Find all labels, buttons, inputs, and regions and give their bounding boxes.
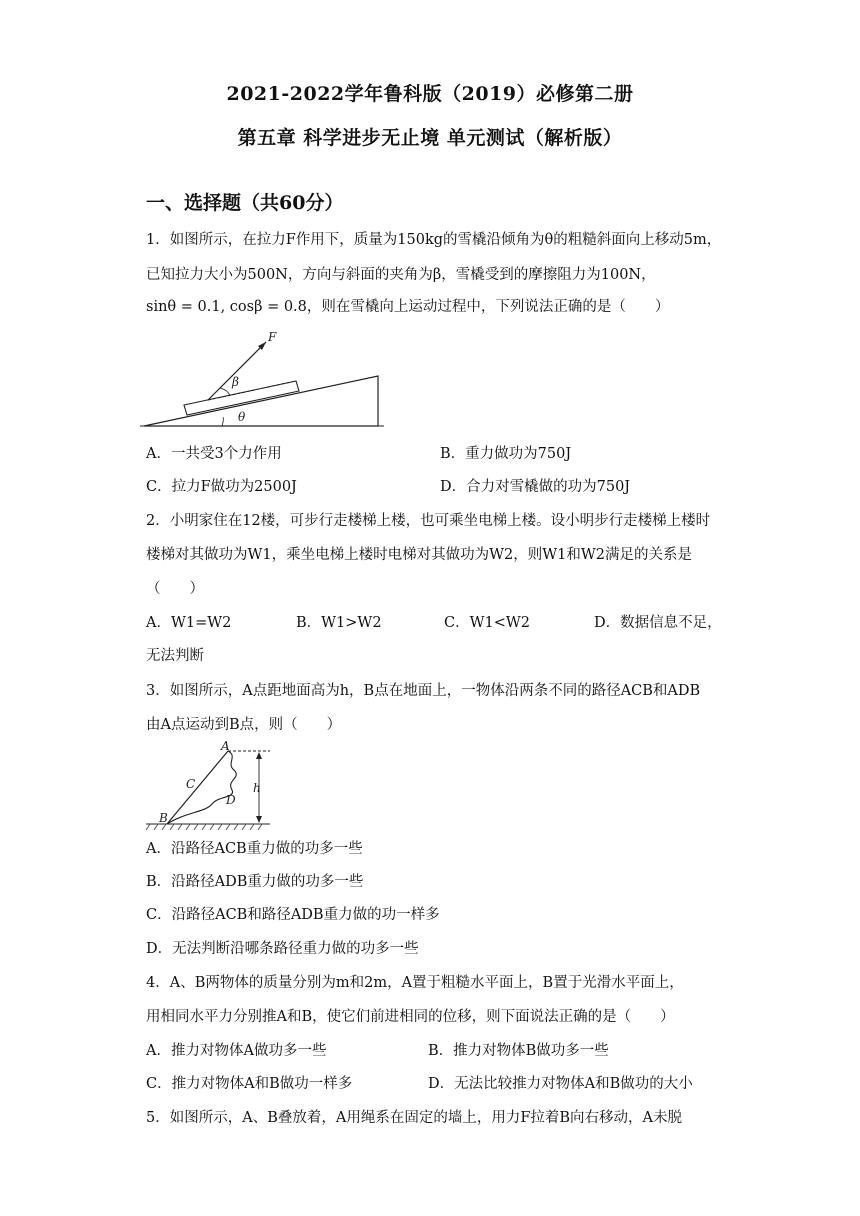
q4-line-1: 4．A、B两物体的质量分别为m和2m，A置于粗糙水平面上，B置于光滑水平面上， [146,975,684,991]
q3-point-d-label: D [226,793,236,807]
q4-option-d: D．无法比较推力对物体A和B做功的大小 [428,1076,693,1092]
q2-option-d: D．数据信息不足， [594,615,722,631]
section-heading: 一、选择题（共60分） [146,192,344,214]
q1-beta-label: β [232,375,239,389]
q3-path-figure [146,740,276,832]
q1-option-d: D．合力对雪橇做的功为750J [440,479,631,495]
q3-option-d: D．无法判断沿哪条路径重力做的功多一些 [146,941,419,957]
q1-line-1: 1．如图所示，在拉力F作用下，质量为150kg的雪橇沿倾角为θ的粗糙斜面向上移动5m， [146,232,722,248]
q1-force-label: F [268,330,277,344]
q1-incline-figure [140,330,390,430]
document-title-line2: 第五章 科学进步无止境 单元测试（解析版） [237,127,623,149]
q3-line-2: 由A点运动到B点，则（ ） [146,717,342,733]
q3-point-c-label: C [186,777,196,791]
q3-point-a-label: A [221,739,230,753]
q1-line-3: sinθ = 0.1, cosβ = 0.8，则在雪橇向上运动过程中，下列说法正确的是（ ） [146,299,670,315]
q2-line-1: 2．小明家住在12楼，可步行走楼梯上楼，也可乘坐电梯上楼。设小明步行走楼梯上楼时 [146,513,711,529]
document-title-line1: 2021-2022学年鲁科版（2019）必修第二册 [226,83,634,105]
q3-option-c: C．沿路径ACB和路径ADB重力做的功一样多 [146,907,440,923]
q4-line-2: 用相同水平力分别推A和B，使它们前进相同的位移，则下面说法正确的是（ ） [146,1009,675,1025]
q2-option-a: A．W1=W2 [146,615,232,631]
q1-option-a: A．一共受3个力作用 [146,446,282,462]
q2-option-d-continued: 无法判断 [146,648,204,664]
q3-option-b: B．沿路径ADB重力做的功多一些 [146,874,364,890]
q1-line-2: 已知拉力大小为500N，方向与斜面的夹角为β，雪橇受到的摩擦阻力为100N， [146,267,656,283]
q3-height-label: h [253,781,261,795]
q3-point-b-label: B [159,811,168,825]
q4-option-a: A．推力对物体A做功多一些 [146,1043,327,1059]
q2-option-c: C．W1<W2 [444,615,531,631]
q3-line-1: 3．如图所示，A点距地面高为h，B点在地面上，一物体沿两条不同的路径ACB和ADB [146,683,701,699]
q5-line-1: 5．如图所示，A、B叠放着，A用绳系在固定的墙上，用力F拉着B向右移动，A未脱 [146,1110,683,1126]
q4-option-c: C．推力对物体A和B做功一样多 [146,1076,353,1092]
q2-line-3: （ ） [146,581,204,597]
q1-theta-label: θ [238,410,246,424]
q1-option-c: C．拉力F做功为2500J [146,479,297,495]
q4-option-b: B．推力对物体B做功多一些 [428,1043,609,1059]
q1-option-b: B．重力做功为750J [440,446,572,462]
q3-option-a: A．沿路径ACB重力做的功多一些 [146,841,363,857]
q2-option-b: B．W1>W2 [296,615,382,631]
q2-line-2: 楼梯对其做功为W1，乘坐电梯上楼时电梯对其做功为W2，则W1和W2满足的关系是 [146,547,693,563]
